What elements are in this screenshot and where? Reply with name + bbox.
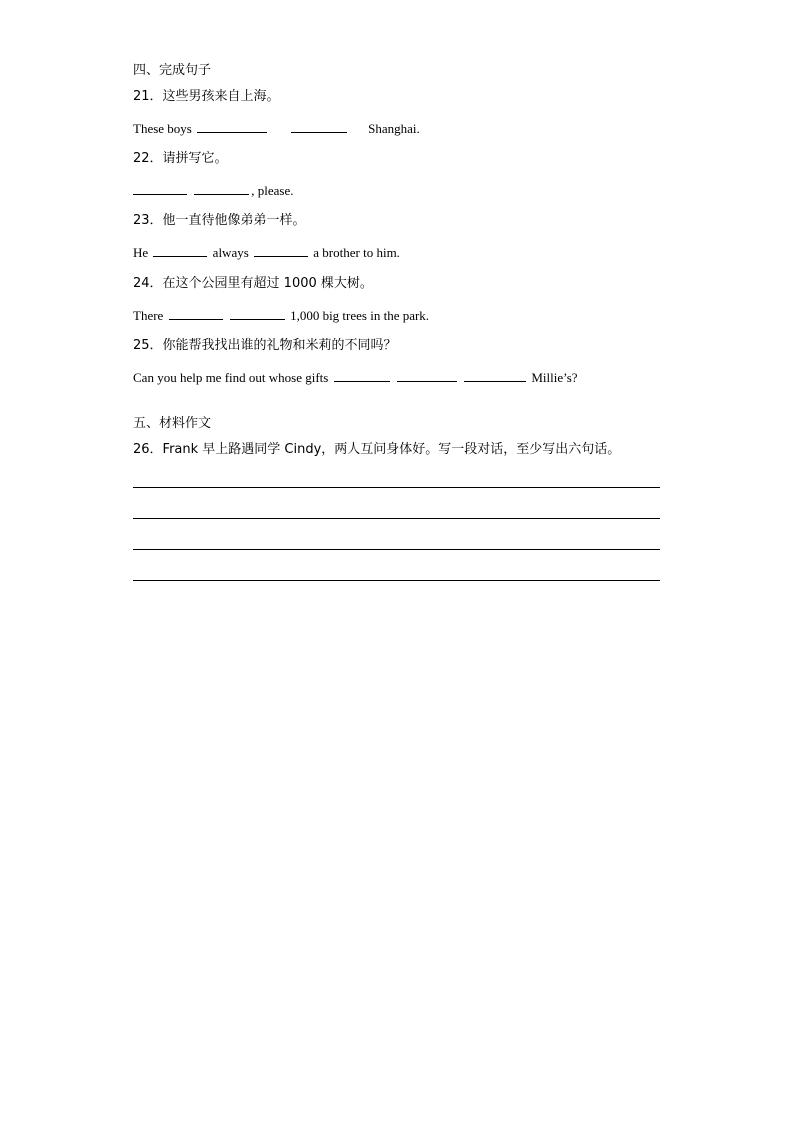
sentence-text: 1,000 big trees in the park. — [290, 308, 430, 323]
answer-blank[interactable] — [291, 120, 347, 133]
sentence-text: There — [133, 308, 164, 323]
sentence-text: Millie’s? — [531, 370, 578, 385]
writing-line[interactable] — [133, 549, 660, 550]
answer-blank[interactable] — [254, 244, 308, 257]
sentence-text: These boys — [133, 121, 192, 136]
writing-line[interactable] — [133, 518, 660, 519]
question-23-prompt: 23．他一直待他像弟弟一样。 — [133, 213, 306, 228]
answer-blank[interactable] — [197, 120, 267, 133]
question-25-prompt: 25．你能帮我找出谁的礼物和米莉的不同吗？ — [133, 338, 397, 353]
question-21-prompt: 21．这些男孩来自上海。 — [133, 89, 280, 104]
answer-blank[interactable] — [464, 369, 526, 382]
writing-line[interactable] — [133, 487, 660, 488]
sentence-text: He — [133, 245, 149, 260]
section-title: 四、完成句子 — [133, 63, 212, 78]
answer-blank[interactable] — [153, 244, 207, 257]
writing-line[interactable] — [133, 580, 660, 581]
answer-blank[interactable] — [133, 182, 187, 195]
answer-blank[interactable] — [194, 182, 249, 195]
sentence-text: a brother to him. — [313, 245, 400, 260]
answer-blank[interactable] — [230, 307, 285, 320]
sentence-text: , please. — [251, 183, 294, 198]
question-24-prompt: 24．在这个公园里有超过 1000 棵大树。 — [133, 276, 373, 291]
question-23-sentence — [133, 244, 400, 261]
question-21-sentence — [133, 120, 420, 137]
question-25-sentence — [133, 369, 578, 386]
answer-blank[interactable] — [334, 369, 390, 382]
question-26-prompt: 26．Frank 早上路遇同学 Cindy，两人互问身体好。写一段对话，至少写出六句话。 — [133, 442, 621, 457]
answer-blank[interactable] — [169, 307, 223, 320]
answer-blank[interactable] — [397, 369, 457, 382]
question-22-prompt: 22．请拼写它。 — [133, 151, 228, 166]
sentence-text: Can you help me find out whose gifts — [133, 370, 329, 385]
sentence-text: Shanghai. — [368, 121, 420, 136]
question-22-sentence — [133, 182, 293, 199]
sentence-text: always — [212, 245, 249, 260]
question-24-sentence — [133, 307, 429, 324]
section-title: 五、材料作文 — [133, 416, 212, 431]
